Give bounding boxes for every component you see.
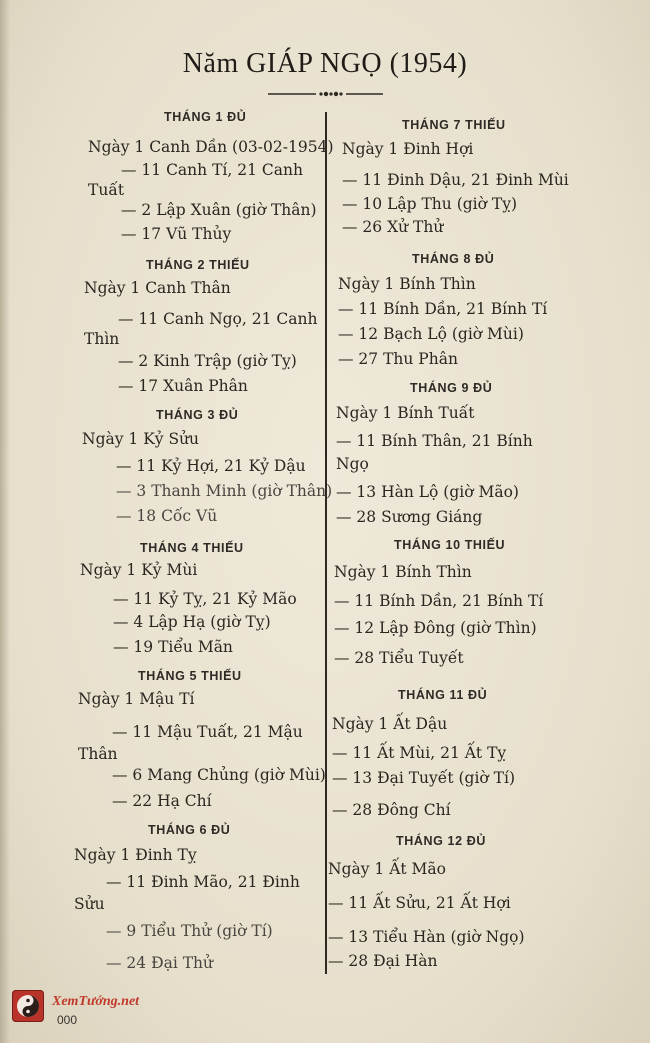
month-8-line-1: Ngày 1 Bính Thìn <box>338 275 476 293</box>
month-1-line-5: — 17 Vũ Thủy <box>121 225 232 243</box>
month-10-line-1: Ngày 1 Bính Thìn <box>334 563 472 581</box>
month-4-line-1: Ngày 1 Kỷ Mùi <box>80 561 198 579</box>
month-9-line-3: Ngọ <box>336 455 369 473</box>
month-5-line-5: — 22 Hạ Chí <box>112 792 212 810</box>
month-3-header: THÁNG 3 ĐỦ <box>156 408 239 422</box>
month-12-header: THÁNG 12 ĐỦ <box>396 834 486 848</box>
month-5-line-2: — 11 Mậu Tuất, 21 Mậu <box>112 723 303 741</box>
month-4-line-2: — 11 Kỷ Tỵ, 21 Kỷ Mão <box>113 590 297 608</box>
month-6-line-1: Ngày 1 Đinh Tỵ <box>74 846 197 864</box>
month-9-line-5: — 28 Sương Giáng <box>336 508 483 526</box>
month-3-line-2: — 11 Kỷ Hợi, 21 Kỷ Dậu <box>116 457 306 475</box>
month-2-line-1: Ngày 1 Canh Thân <box>84 279 231 297</box>
month-11-line-3: — 13 Đại Tuyết (giờ Tí) <box>332 769 516 787</box>
month-6-line-4: — 9 Tiểu Thử (giờ Tí) <box>106 922 273 940</box>
month-9-line-1: Ngày 1 Bính Tuất <box>336 404 475 422</box>
month-7-line-2: — 11 Đinh Dậu, 21 Đinh Mùi <box>342 171 569 189</box>
month-12-line-1: Ngày 1 Ất Mão <box>328 860 446 878</box>
month-6-line-3: Sửu <box>74 895 105 913</box>
month-4-line-3: — 4 Lập Hạ (giờ Tỵ) <box>113 613 271 631</box>
watermark <box>8 988 178 1028</box>
month-4-header: THÁNG 4 THIẾU <box>140 541 244 555</box>
month-10-line-3: — 12 Lập Đông (giờ Thìn) <box>334 619 537 637</box>
month-7-line-1: Ngày 1 Đinh Hợi <box>342 140 474 158</box>
page-number: 000 <box>57 1013 78 1027</box>
month-2-line-2: — 11 Canh Ngọ, 21 Canh <box>118 310 318 328</box>
watermark-text: XemTướng.net <box>52 994 140 1009</box>
month-7-line-3: — 10 Lập Thu (giờ Tỵ) <box>342 195 518 213</box>
month-9-line-2: — 11 Bính Thân, 21 Bính <box>336 432 533 450</box>
month-3-line-1: Ngày 1 Kỷ Sửu <box>82 430 200 448</box>
month-4-line-4: — 19 Tiểu Mãn <box>113 638 233 656</box>
month-7-line-4: — 26 Xử Thử <box>342 218 444 236</box>
month-6-line-2: — 11 Đinh Mão, 21 Đinh <box>106 873 300 891</box>
month-11-line-1: Ngày 1 Ất Dậu <box>332 715 448 733</box>
month-5-line-4: — 6 Mang Chủng (giờ Mùi) <box>112 766 326 784</box>
page-edge-shadow <box>0 0 10 1043</box>
month-9-header: THÁNG 9 ĐỦ <box>410 381 493 395</box>
month-3-line-4: — 18 Cốc Vũ <box>116 507 218 525</box>
month-8-line-4: — 27 Thu Phân <box>338 350 458 368</box>
month-5-line-1: Ngày 1 Mậu Tí <box>78 690 195 708</box>
month-1-line-1: Ngày 1 Canh Dần (03-02-1954) <box>88 138 334 156</box>
month-11-line-2: — 11 Ất Mùi, 21 Ất Tỵ <box>332 744 507 762</box>
month-2-header: THÁNG 2 THIẾU <box>146 258 250 272</box>
month-7-header: THÁNG 7 THIẾU <box>402 118 506 132</box>
month-1-line-2: — 11 Canh Tí, 21 Canh <box>121 161 303 179</box>
month-6-line-5: — 24 Đại Thử <box>106 954 214 972</box>
month-12-line-2: — 11 Ất Sửu, 21 Ất Hợi <box>328 894 511 912</box>
month-5-header: THÁNG 5 THIẾU <box>138 669 242 683</box>
month-11-header: THÁNG 11 ĐỦ <box>398 688 488 702</box>
month-2-line-3: Thìn <box>84 330 120 348</box>
column-divider <box>325 112 327 974</box>
month-6-header: THÁNG 6 ĐỦ <box>148 823 231 837</box>
month-1-line-3: Tuất <box>88 181 125 199</box>
month-11-line-4: — 28 Đông Chí <box>332 801 451 819</box>
month-10-line-4: — 28 Tiểu Tuyết <box>334 649 464 667</box>
month-9-line-4: — 13 Hàn Lộ (giờ Mão) <box>336 483 519 501</box>
month-2-line-4: — 2 Kinh Trập (giờ Tỵ) <box>118 352 297 370</box>
month-2-line-5: — 17 Xuân Phân <box>118 377 248 395</box>
month-8-line-2: — 11 Bính Dần, 21 Bính Tí <box>338 300 548 318</box>
yin-yang-logo-icon <box>12 990 44 1022</box>
month-8-header: THÁNG 8 ĐỦ <box>412 252 495 266</box>
month-1-header: THÁNG 1 ĐỦ <box>164 110 247 124</box>
page-title: Năm GIÁP NGỌ (1954) <box>182 48 468 79</box>
month-8-line-3: — 12 Bạch Lộ (giờ Mùi) <box>338 325 524 343</box>
month-1-line-4: — 2 Lập Xuân (giờ Thân) <box>121 201 317 219</box>
month-3-line-3: — 3 Thanh Minh (giờ Thân) <box>116 482 333 500</box>
month-10-header: THÁNG 10 THIẾU <box>394 538 506 552</box>
month-12-line-3: — 13 Tiểu Hàn (giờ Ngọ) <box>328 928 525 946</box>
month-12-line-4: — 28 Đại Hàn <box>328 952 438 970</box>
title-ornament <box>268 88 383 100</box>
month-10-line-2: — 11 Bính Dần, 21 Bính Tí <box>334 592 544 610</box>
month-5-line-3: Thân <box>78 745 118 763</box>
